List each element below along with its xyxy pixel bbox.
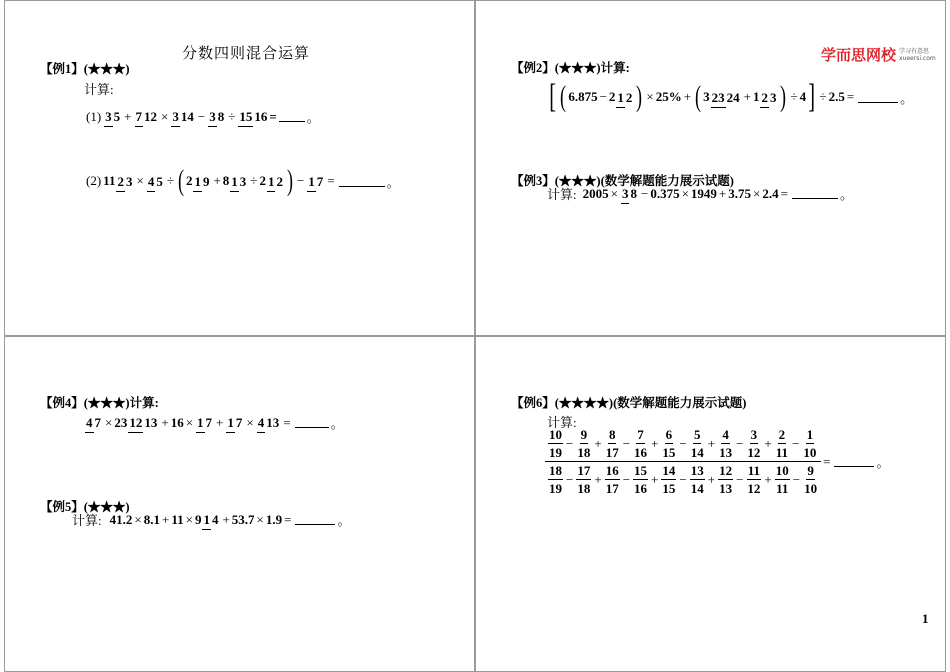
brand-logo: [821, 44, 936, 65]
fraction: 4 5: [147, 175, 164, 188]
fraction: $\frac{8}{17}$: [605, 427, 619, 460]
fraction: 1 4: [202, 513, 219, 526]
fraction: 3 5: [104, 110, 121, 123]
fraction: $\frac{10}{11}$: [775, 463, 789, 496]
fraction: $\frac{14}{15}$: [662, 463, 676, 496]
ex6-header: 【例6】(★★★★)(数学解题能力展示试题): [511, 396, 747, 410]
ex1-p2-label: (2): [86, 173, 102, 188]
ex1-part1-expression: (1) 3 5 + 7 12 × 3 14 − 3 8 ÷ 15 16 = 。: [86, 108, 320, 125]
fraction: 2 3: [116, 175, 133, 188]
compound-numerator: [545, 428, 821, 462]
ex5-expression: 计算: 41.2 × 8.1 + 11 × 9 1 4 + 53.7 × 1.9 = 。: [72, 511, 351, 528]
fraction: 1 9: [193, 175, 210, 188]
operator: −: [622, 471, 631, 487]
fraction: 3 8: [208, 110, 225, 123]
fraction: $\frac{9}{18}$: [577, 427, 591, 460]
brand-tagline: 学习有意思: [899, 47, 930, 55]
operator: +: [764, 435, 772, 451]
answer-blank[interactable]: [295, 417, 329, 428]
operator: −: [792, 471, 801, 487]
fraction: 4 13: [257, 416, 281, 429]
fraction: $\frac{3}{12}$: [747, 427, 761, 460]
operator: +: [764, 471, 772, 487]
operator: −: [792, 435, 800, 451]
operator: −: [679, 471, 687, 487]
operator: −: [566, 471, 574, 487]
ex2-expression: [ ( 6.875 − 2 1 2 ) × 25% + ( 3 23 24 + 1 2 3 ) ÷ 4 ] ÷ 2.5 = 。: [549, 78, 914, 115]
brand-url: xueersi.com: [899, 54, 936, 62]
operator: +: [707, 471, 716, 487]
answer-blank[interactable]: [279, 111, 305, 122]
ex1-prompt: 计算:: [84, 82, 114, 97]
ex1-part2-expression: (2) 11 2 3 × 4 5 ÷ ( 2 1 9 + 8 1 3 ÷ 2 1 2 ) − 1 7 = 。: [86, 164, 400, 197]
fraction: 1 2: [267, 175, 284, 188]
compound-denominator: [545, 462, 821, 495]
ex3-prompt: 计算:: [547, 187, 577, 202]
ex3-header: 【例3】(★★★)(数学解题能力展示试题): [511, 174, 734, 188]
fraction: $\frac{18}{19}$: [549, 463, 562, 496]
fraction: 1 7: [196, 416, 213, 429]
answer-blank[interactable]: [858, 92, 898, 103]
fraction: $\frac{12}{13}$: [719, 463, 733, 496]
operator: +: [707, 435, 716, 451]
operator: −: [736, 435, 744, 451]
fraction: 1 7: [307, 175, 324, 188]
fraction: 15 16: [238, 110, 268, 123]
fraction: 3 8: [621, 187, 638, 200]
fraction: $\frac{5}{14}$: [690, 427, 704, 460]
answer-blank[interactable]: [834, 456, 874, 467]
fraction: $\frac{10}{19}$: [549, 427, 562, 460]
ex1-p1-label: (1): [86, 108, 102, 124]
ex1-header: 【例1】(★★★): [40, 62, 130, 76]
operator: +: [651, 471, 659, 487]
fraction: $\frac{15}{16}$: [634, 463, 648, 496]
fraction: 1 7: [226, 416, 243, 429]
ex4-expression: 4 7 × 23 12 13 + 16 × 1 7 + 1 7 × 4 13 = 。: [86, 414, 344, 431]
ex3-expression: 计算: 2005 × 3 8 − 0.375 × 1949 + 3.75 × 2.4 = 。: [547, 185, 853, 202]
panel-bottom-right: [475, 336, 946, 672]
ex6-expression: $\frac{10}{19}$ − $\frac{9}{18}$ + $\frac{8}{17}$ − $\frac{7}{16}$ + $\frac{6}{15}$ − $\frac{5}{14}$ + $\frac{4}{13}$ − $\frac{3}{12}$ + $\frac{2}{11}$ − $\frac{1}{10}$ $\frac{18}{19}$ − $\frac{17}{18}$ + $\frac{16}{17}$ − $\frac{15}{16}$ + $\frac{14}{15}$ − $\frac{13}{14}$ + $\frac{12}{13}$ − $\frac{11}{12}$ + $\frac{10}{11}$ − $\frac{9}{10}$ = 。: [545, 428, 889, 495]
fraction: 3 14: [171, 110, 195, 123]
fraction: $\frac{13}{14}$: [690, 463, 704, 496]
fraction: 23 24: [711, 91, 741, 104]
fraction: $\frac{17}{18}$: [577, 463, 591, 496]
operator: +: [594, 435, 602, 451]
fraction: 1 3: [230, 175, 247, 188]
fraction: $\frac{16}{17}$: [605, 463, 619, 496]
fraction: $\frac{9}{10}$: [804, 463, 818, 496]
ex6-prompt: 计算:: [547, 415, 577, 430]
operator: +: [594, 471, 602, 487]
operator: −: [679, 435, 687, 451]
fraction: 1 2: [616, 91, 633, 104]
answer-blank[interactable]: [792, 188, 838, 199]
compound-fraction: [545, 428, 821, 495]
operator: −: [622, 435, 631, 451]
brand-name: 学而思网校: [821, 46, 897, 64]
answer-blank[interactable]: [339, 176, 385, 187]
fraction: 7 12: [135, 110, 159, 123]
fraction: $\frac{7}{16}$: [634, 427, 648, 460]
operator: +: [651, 435, 659, 451]
ex5-header: 【例5】(★★★): [40, 500, 130, 514]
fraction: 2 3: [760, 91, 777, 104]
fraction: $\frac{6}{15}$: [662, 427, 676, 460]
operator: −: [736, 471, 744, 487]
fraction: $\frac{4}{13}$: [719, 427, 733, 460]
page-number: 1: [922, 611, 929, 626]
fraction: $\frac{1}{10}$: [803, 427, 817, 460]
fraction: $\frac{2}{11}$: [775, 427, 789, 460]
ex5-prompt: 计算:: [72, 513, 102, 528]
answer-blank[interactable]: [295, 514, 335, 525]
fraction: 12 13: [128, 416, 158, 429]
fraction: 4 7: [85, 416, 102, 429]
fraction: $\frac{11}{12}$: [747, 463, 761, 496]
operator: −: [566, 435, 574, 451]
document-title: 分数四则混合运算: [182, 46, 311, 62]
ex2-header: 【例2】(★★★)计算:: [511, 61, 630, 75]
ex4-header: 【例4】(★★★)计算:: [40, 396, 159, 410]
